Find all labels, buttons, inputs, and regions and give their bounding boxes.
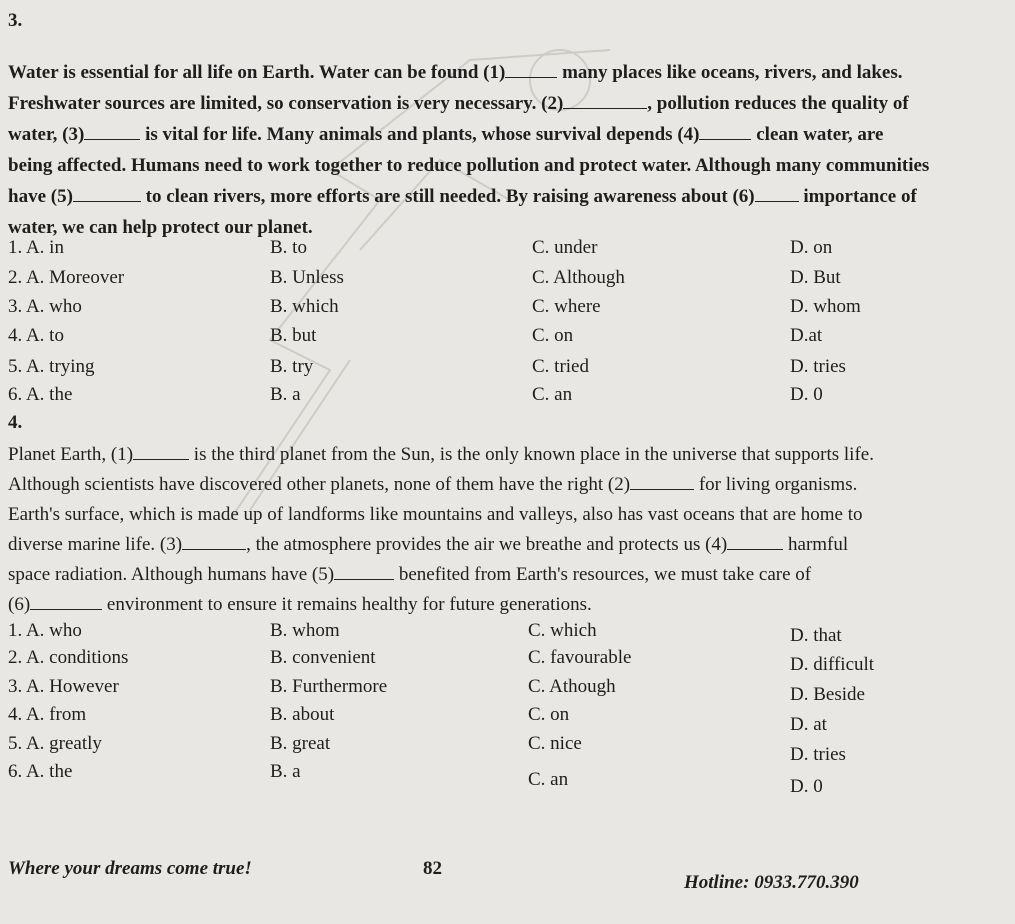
- option-c[interactable]: C. an: [532, 384, 573, 405]
- option-a[interactable]: 2. A. Moreover: [8, 267, 125, 288]
- passage-line: Water is essential for all life on Earth. Water can be found (1) many places like oceans, rivers, and lakes.: [8, 62, 903, 83]
- answer-blank[interactable]: [133, 443, 189, 460]
- answer-blank[interactable]: [30, 593, 102, 610]
- option-a[interactable]: 2. A. conditions: [8, 647, 129, 668]
- option-row: [8, 384, 1008, 412]
- option-row: [8, 704, 1008, 735]
- option-row: [8, 647, 1008, 675]
- passage-line: water, we can help protect our planet.: [8, 217, 313, 238]
- option-b[interactable]: B. about: [270, 704, 335, 725]
- passage-line: Freshwater sources are limited, so conservation is very necessary. (2) , pollution reduces the quality of: [8, 93, 909, 114]
- option-a[interactable]: 5. A. greatly: [8, 733, 102, 754]
- option-d[interactable]: D. at: [790, 714, 827, 735]
- option-row: [8, 296, 1008, 324]
- answer-blank[interactable]: [727, 533, 783, 550]
- passage-line: water, (3) is vital for life. Many animals and plants, whose survival depends (4) clean water, are: [8, 124, 884, 145]
- page-number: 82: [423, 858, 442, 879]
- option-c[interactable]: C. which: [528, 620, 597, 641]
- option-row: [8, 267, 1008, 295]
- passage-line: space radiation. Although humans have (5) benefited from Earth's resources, we must take care of: [8, 564, 812, 585]
- footer-slogan: Where your dreams come true!: [8, 858, 252, 879]
- option-b[interactable]: B. but: [270, 325, 317, 346]
- option-a[interactable]: 1. A. in: [8, 237, 64, 258]
- option-row: [8, 325, 1008, 353]
- option-row: [8, 761, 1008, 797]
- option-d[interactable]: D. But: [790, 267, 841, 288]
- option-d[interactable]: D. difficult: [790, 654, 875, 675]
- option-d[interactable]: D. tries: [790, 744, 846, 765]
- exercise-4-number: 4.: [8, 412, 23, 433]
- option-a[interactable]: 4. A. from: [8, 704, 87, 725]
- answer-blank[interactable]: [630, 473, 694, 490]
- option-d[interactable]: D.at: [790, 325, 823, 346]
- option-b[interactable]: B. to: [270, 237, 307, 258]
- option-a[interactable]: 3. A. who: [8, 296, 82, 317]
- option-b[interactable]: B. a: [270, 384, 301, 405]
- option-c[interactable]: C. Although: [532, 267, 625, 288]
- option-d[interactable]: D. that: [790, 625, 842, 646]
- passage-line: Planet Earth, (1) is the third planet from the Sun, is the only known place in the universe that supports life.: [8, 444, 874, 465]
- answer-blank[interactable]: [182, 533, 246, 550]
- option-d[interactable]: D. 0: [790, 776, 823, 797]
- option-b[interactable]: B. a: [270, 761, 301, 782]
- option-b[interactable]: B. convenient: [270, 647, 376, 668]
- option-c[interactable]: C. where: [532, 296, 601, 317]
- option-b[interactable]: B. Unless: [270, 267, 344, 288]
- footer-hotline: Hotline: 0933.770.390: [684, 872, 859, 893]
- option-c[interactable]: C. nice: [528, 733, 582, 754]
- option-c[interactable]: C. an: [528, 769, 569, 790]
- option-a[interactable]: 5. A. trying: [8, 356, 95, 377]
- passage-line: Earth's surface, which is made up of landforms like mountains and valleys, also has vast oceans that are home to: [8, 504, 863, 525]
- option-d[interactable]: D. 0: [790, 384, 823, 405]
- option-d[interactable]: D. whom: [790, 296, 861, 317]
- answer-blank[interactable]: [334, 563, 394, 580]
- option-a[interactable]: 6. A. the: [8, 761, 73, 782]
- option-row: [8, 620, 1008, 648]
- passage-line: (6) environment to ensure it remains healthy for future generations.: [8, 594, 592, 615]
- passage-line: being affected. Humans need to work together to reduce pollution and protect water. Although many communities: [8, 155, 930, 176]
- option-c[interactable]: C. Athough: [528, 676, 616, 697]
- option-c[interactable]: C. under: [532, 237, 598, 258]
- answer-blank[interactable]: [563, 92, 647, 109]
- option-b[interactable]: B. whom: [270, 620, 340, 641]
- option-c[interactable]: C. favourable: [528, 647, 632, 668]
- passage-line: diverse marine life. (3) , the atmosphere provides the air we breathe and protects us (4) harmful: [8, 534, 849, 555]
- option-a[interactable]: 1. A. who: [8, 620, 82, 641]
- exercise-3-number: 3.: [8, 10, 23, 31]
- option-a[interactable]: 4. A. to: [8, 325, 64, 346]
- option-b[interactable]: B. Furthermore: [270, 676, 388, 697]
- passage-line: have (5) to clean rivers, more efforts are still needed. By raising awareness about (6) importance of: [8, 186, 917, 207]
- option-b[interactable]: B. which: [270, 296, 339, 317]
- passage-line: Although scientists have discovered other planets, none of them have the right (2) for living organisms.: [8, 474, 858, 495]
- option-a[interactable]: 3. A. However: [8, 676, 119, 697]
- answer-blank[interactable]: [73, 185, 141, 202]
- answer-blank[interactable]: [505, 61, 557, 78]
- option-b[interactable]: B. try: [270, 356, 314, 377]
- option-c[interactable]: C. on: [528, 704, 570, 725]
- option-row: [8, 237, 1008, 265]
- option-row: [8, 733, 1008, 765]
- answer-blank[interactable]: [84, 123, 140, 140]
- option-c[interactable]: C. on: [532, 325, 574, 346]
- option-c[interactable]: C. tried: [532, 356, 589, 377]
- option-d[interactable]: D. tries: [790, 356, 846, 377]
- exercise-4-passage: [8, 440, 1006, 620]
- answer-blank[interactable]: [699, 123, 751, 140]
- answer-blank[interactable]: [755, 185, 799, 202]
- option-row: [8, 356, 1008, 384]
- option-row: [8, 676, 1008, 704]
- option-b[interactable]: B. great: [270, 733, 331, 754]
- option-a[interactable]: 6. A. the: [8, 384, 73, 405]
- option-d[interactable]: D. on: [790, 237, 833, 258]
- exercise-3-passage: [8, 57, 1006, 243]
- option-d[interactable]: D. Beside: [790, 684, 865, 705]
